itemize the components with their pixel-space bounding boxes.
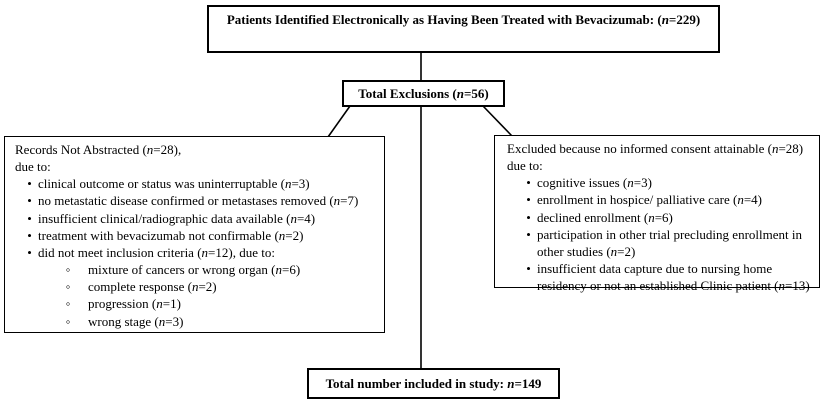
list-item	[507, 209, 811, 226]
bullet-icon: •	[27, 227, 32, 243]
bullet-icon: •	[526, 175, 531, 191]
bullet-icon: ◦	[65, 313, 71, 329]
total-included-box: Total number included in study: n=149	[307, 368, 560, 399]
list-item	[507, 174, 811, 191]
total-exclusions-box: Total Exclusions (n=56)	[342, 80, 505, 107]
left-box-title: Records Not Abstracted (n=28),	[15, 142, 182, 157]
list-item	[15, 210, 378, 227]
list-item-text: clinical outcome or status was uninterruptable (n=3)	[38, 176, 310, 192]
top-box-patients-identified: Patients Identified Electronically as Having Been Treated with Bevacizumab: (n=229)	[207, 5, 720, 53]
bullet-icon: •	[27, 193, 32, 209]
list-item	[507, 226, 811, 260]
bullet-icon: •	[27, 210, 32, 226]
list-item	[15, 278, 378, 295]
list-item-text: insufficient data capture due to nursing home residency or not an established Clinic patient (n=13)	[537, 261, 810, 294]
connector-exclusions-to-right-box	[483, 106, 512, 136]
list-item	[15, 295, 378, 312]
bullet-icon: •	[27, 244, 32, 260]
no-informed-consent-box	[494, 135, 820, 294]
list-item-text: enrollment in hospice/ palliative care (n=4)	[537, 192, 763, 208]
connector-exclusions-to-left-box	[328, 106, 350, 137]
list-item	[15, 261, 378, 278]
left-box-subtitle: due to:	[15, 159, 51, 175]
list-item-text: declined enrollment (n=6)	[537, 209, 673, 225]
bullet-icon: •	[27, 176, 32, 192]
list-item-text: treatment with bevacizumab not confirmable (n=2)	[38, 227, 304, 243]
list-item-text: wrong stage (n=3)	[88, 313, 184, 329]
bullet-icon: ◦	[65, 296, 71, 312]
bullet-icon: •	[526, 226, 531, 242]
right-box-bullet-list	[507, 174, 811, 294]
list-item	[15, 244, 378, 261]
list-item	[15, 175, 378, 192]
bullet-icon: ◦	[65, 279, 71, 295]
list-item	[15, 192, 378, 209]
bullet-icon: ◦	[65, 262, 71, 278]
bullet-icon: •	[526, 209, 531, 225]
list-item-text: participation in other trial precluding enrollment in other studies (n=2)	[537, 226, 802, 259]
records-not-abstracted-box	[4, 136, 385, 333]
bullet-icon: •	[526, 261, 531, 277]
list-item-text: cognitive issues (n=3)	[537, 175, 652, 191]
right-box-title: Excluded because no informed consent attainable (n=28)	[507, 141, 804, 156]
list-item	[507, 260, 811, 294]
list-item	[15, 227, 378, 244]
list-item-text: mixture of cancers or wrong organ (n=6)	[88, 262, 301, 278]
right-box-subtitle: due to:	[507, 158, 543, 174]
list-item	[15, 313, 378, 330]
list-item	[507, 191, 811, 208]
bullet-icon: •	[526, 192, 531, 208]
list-item-text: complete response (n=2)	[88, 279, 217, 295]
list-item-text: insufficient clinical/radiographic data available (n=4)	[38, 210, 316, 226]
left-box-bullet-list	[15, 175, 378, 261]
list-item-text: progression (n=1)	[88, 296, 181, 312]
left-box-sub-bullet-list	[15, 261, 378, 330]
list-item-text: did not meet inclusion criteria (n=12), due to:	[38, 244, 275, 260]
list-item-text: no metastatic disease confirmed or metastases removed (n=7)	[38, 193, 359, 209]
